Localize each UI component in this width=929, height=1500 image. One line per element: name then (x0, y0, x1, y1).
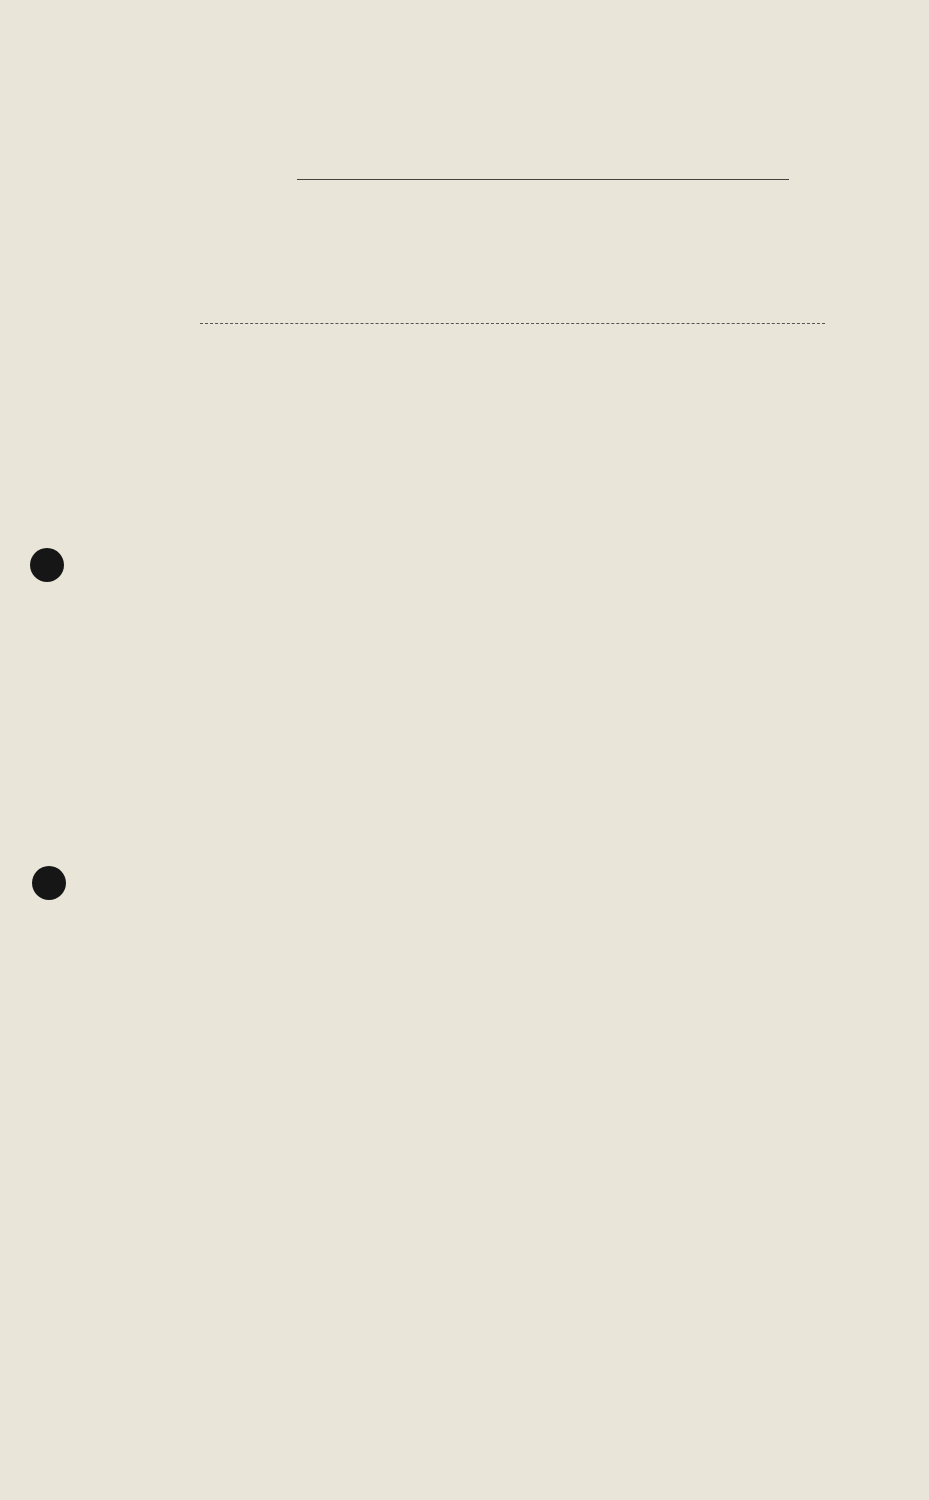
header-overline (297, 179, 789, 180)
punch-hole (32, 866, 66, 900)
intro-divider (200, 323, 825, 324)
punch-hole (30, 548, 64, 582)
